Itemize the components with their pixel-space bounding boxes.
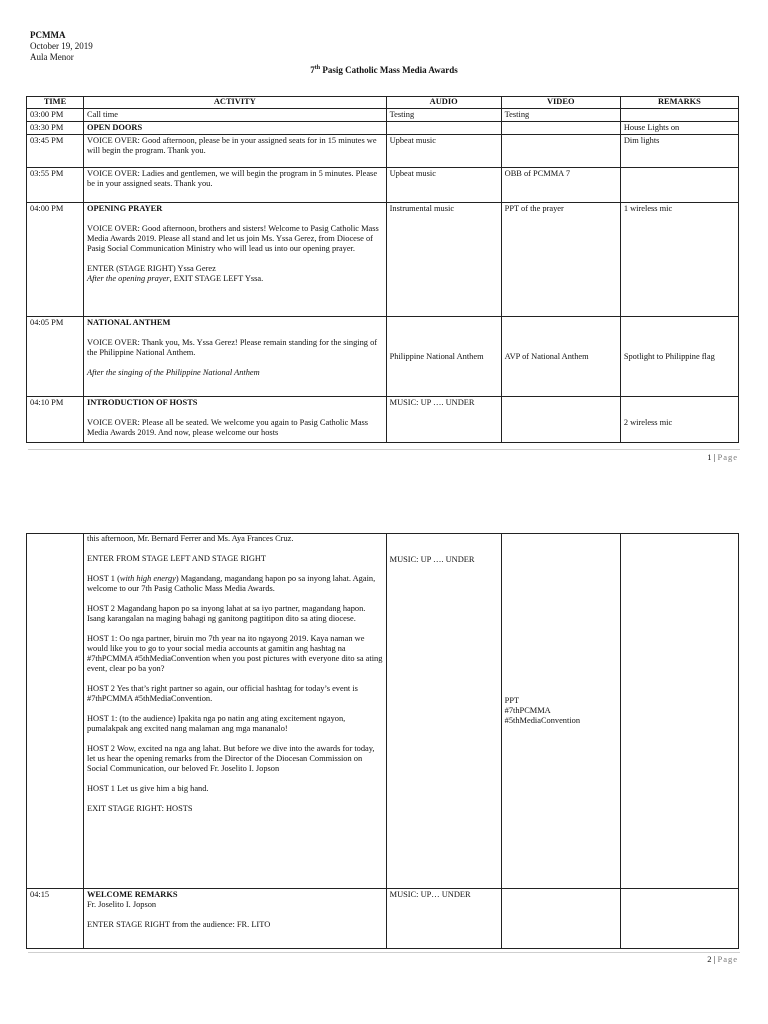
cell-remarks [620,168,738,203]
speaker-name: Fr. Joselito I. Jopson [87,900,157,909]
segment-heading: NATIONAL ANTHEM [87,318,171,327]
table-row [27,397,739,443]
stage-direction: ENTER (STAGE RIGHT) Yssa Gerez [87,264,216,273]
organization: PCMMA [30,30,66,40]
host-label: HOST 1 ( [87,574,120,583]
col-header-video: VIDEO [501,97,620,109]
cell-remarks: 1 wireless mic [620,203,738,317]
col-header-time: TIME [27,97,84,109]
cell-activity: VOICE OVER: Ladies and gentlemen, we will begin the program in 5 minutes. Please be in your assigned seats. Thank you. [84,168,387,203]
title-text: Pasig Catholic Mass Media Awards [320,65,458,75]
cell-video [501,534,620,889]
cell-video: PPT of the prayer [501,203,620,317]
title-ordinal-suffix: th [314,65,321,71]
table-row [27,203,739,317]
program-schedule-table [26,96,739,443]
segment-heading: INTRODUCTION OF HOSTS [87,398,198,407]
cell-activity [84,203,387,317]
host-line: HOST 2 Wow, excited na nga ang lahat. But before we dive into the awards for today, let us hear the opening remarks from the Director of the Diocesan Commission on Social Communication, our beloved Fr. Joselito I. Jopson [87,744,375,773]
cell-video [501,397,620,443]
cell-remarks: Dim lights [620,135,738,168]
host-line: HOST 1: (to the audience) Ipakita nga po natin ang ating excitement ngayon, pumalakpak ang excited nang malaman ang mga mananalo! [87,714,346,733]
segment-heading: WELCOME REMARKS [87,890,178,899]
cell-audio: MUSIC: UP …. UNDER [386,534,501,889]
host-line: HOST 2 Magandang hapon po sa inyong lahat at sa iyo partner, magandang hapon. Isang karangalan na maging bahagi ng ganitong pagtitipon dito sa ating diocese. [87,604,366,623]
page-label: Page [717,452,738,462]
cue-italic: After the singing of the Philippine National Anthem [87,368,260,377]
cell-time: 03:55 PM [27,168,84,203]
page-number: 2 [707,954,712,964]
cell-video: Testing [501,109,620,122]
title-ordinal: 7 [310,65,315,75]
event-venue: Aula Menor [30,52,74,62]
table-row [27,534,739,889]
cell-video [501,135,620,168]
footer-separator: | [711,954,718,964]
cue-italic: with high energy [119,574,176,583]
stage-direction: ENTER FROM STAGE LEFT AND STAGE RIGHT [87,554,267,563]
cell-activity: OPEN DOORS [84,122,387,135]
document-title [0,65,768,75]
cell-remarks [620,109,738,122]
cell-time: 04:00 PM [27,203,84,317]
cell-time: 03:00 PM [27,109,84,122]
page-footer [707,452,738,462]
cell-activity [84,889,387,949]
page-label: Page [717,954,738,964]
stage-direction: ENTER STAGE RIGHT from the audience: FR. LITO [87,920,271,929]
table-row [27,168,739,203]
table-row [27,109,739,122]
page-number: 1 [707,452,712,462]
cell-activity: VOICE OVER: Good afternoon, please be in your assigned seats for in 15 minutes we will begin the program. Thank you. [84,135,387,168]
cell-audio: Instrumental music [386,203,501,317]
voice-over-text: VOICE OVER: Good afternoon, brothers and sisters! Welcome to Pasig Catholic Mass Media Awards 2019. Please all stand and let us join Ms. Yssa Gerez, from Diocese of Pasig Social Communication Ministry who will lead us into our opening prayer. [87,224,379,253]
video-line: PPT [504,696,520,705]
cue-italic: After the opening prayer [87,274,170,283]
stage-direction [87,274,383,284]
video-line: #5thMediaConvention [504,716,581,725]
table-row [27,122,739,135]
cell-video: OBB of PCMMA 7 [501,168,620,203]
footer-separator: | [711,452,718,462]
cell-time: 03:30 PM [27,122,84,135]
cell-activity [84,534,387,889]
cell-audio: MUSIC: UP… UNDER [386,889,501,949]
program-schedule-table-continued [26,533,739,949]
table-header-row [27,97,739,109]
cell-activity [84,397,387,443]
page-1 [0,0,768,470]
cell-time: 04:15 [27,889,84,949]
cell-activity: Call time [84,109,387,122]
voice-over-text: VOICE OVER: Please all be seated. We welcome you again to Pasig Catholic Mass Media Awards 2019. And now, please welcome our hosts [87,418,369,437]
host-line: HOST 2 Yes that’s right partner so again, our official hashtag for today’s event is #7thPCMMA #5thMediaConvention. [87,684,358,703]
table-row [27,317,739,397]
host-line: HOST 1 Let us give him a big hand. [87,784,209,793]
cell-audio: Upbeat music [386,135,501,168]
host-line: HOST 1: Oo nga partner, biruin mo 7th year na ito ngayong 2019. Kaya naman we would like you to go to your social media accounts at gamitin ang hashtag na #7thPCMMA #5thMediaConvention when you post pictures with everyone dito sa ating event, clear po ba yon? [87,634,383,673]
cell-video [501,889,620,949]
cell-audio [386,122,501,135]
cell-time: 04:10 PM [27,397,84,443]
host-line: this afternoon, Mr. Bernard Ferrer and Ms. Aya Frances Cruz. [87,534,294,543]
stage-direction: EXIT STAGE RIGHT: HOSTS [87,804,193,813]
cell-audio: Testing [386,109,501,122]
table-row [27,135,739,168]
cell-activity [84,317,387,397]
cell-time: 04:05 PM [27,317,84,397]
table-row [27,889,739,949]
cue-text: , EXIT STAGE LEFT Yssa. [169,274,264,283]
event-date: October 19, 2019 [30,41,93,51]
video-line: #7thPCMMA [504,706,551,715]
col-header-remarks: REMARKS [620,97,738,109]
voice-over-text: VOICE OVER: Thank you, Ms. Yssa Gerez! Please remain standing for the singing of the Philippine National Anthem. [87,338,378,357]
cell-remarks: House Lights on [620,122,738,135]
segment-heading: OPENING PRAYER [87,204,163,213]
cell-remarks [620,889,738,949]
cell-time: 03:45 PM [27,135,84,168]
footer-divider [28,449,740,450]
cell-video [501,122,620,135]
cell-remarks [620,534,738,889]
col-header-audio: AUDIO [386,97,501,109]
host-text: ) Magandang, magandang hapon po sa inyong lahat. Again, welcome to our 7th Pasig Catholic Mass Media Awards. [87,574,376,593]
cell-remarks: 2 wireless mic [620,397,738,443]
footer-divider [28,952,740,953]
cell-remarks: Spotlight to Philippine flag [620,317,738,397]
cell-audio: Upbeat music [386,168,501,203]
cell-time [27,534,84,889]
page-footer [707,954,738,964]
cell-audio: MUSIC: UP …. UNDER [386,397,501,443]
host-line [87,574,383,594]
page-gap [0,470,768,512]
col-header-activity: ACTIVITY [84,97,387,109]
page-2 [0,512,768,1024]
cell-video: AVP of National Anthem [501,317,620,397]
cell-audio: Philippine National Anthem [386,317,501,397]
